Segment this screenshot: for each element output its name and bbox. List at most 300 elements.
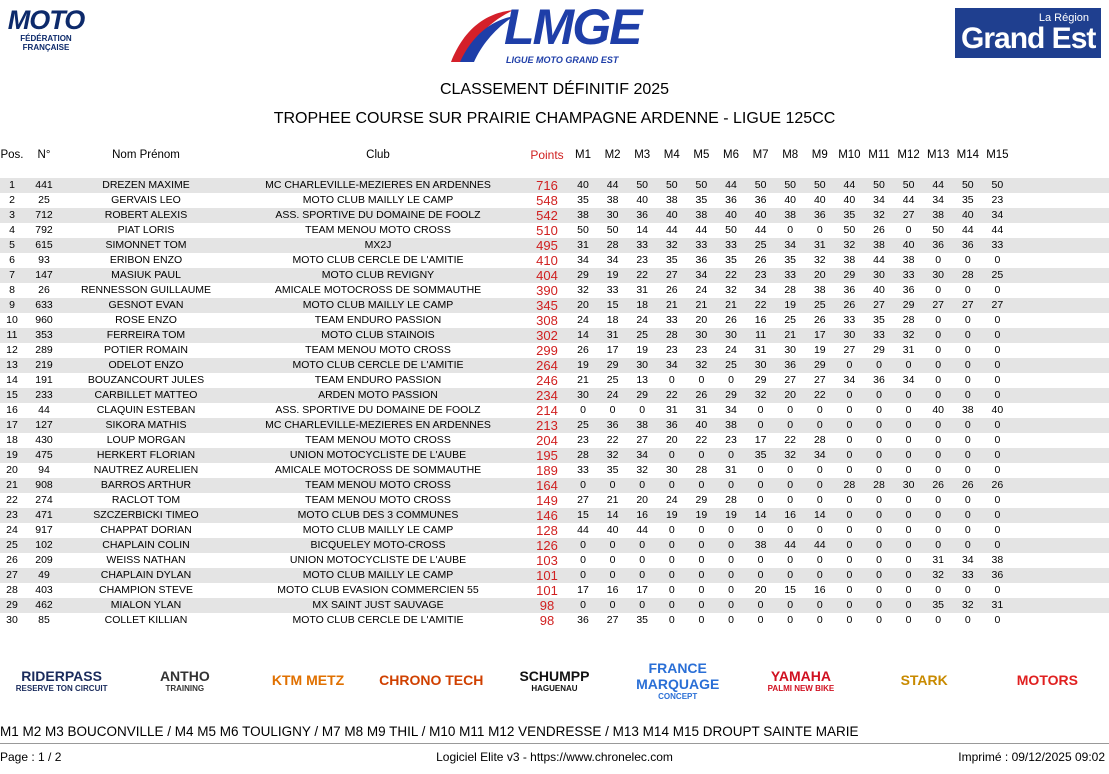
cell-pos: 16 bbox=[6, 404, 18, 416]
cell-round-11: 0 bbox=[876, 449, 882, 461]
cell-round-11: 35 bbox=[873, 314, 885, 326]
cell-round-14: 38 bbox=[961, 404, 974, 416]
cell-round-7: 11 bbox=[755, 329, 767, 341]
cell-round-9: 25 bbox=[813, 299, 826, 311]
cell-num: 233 bbox=[35, 389, 53, 401]
cell-round-7: 0 bbox=[757, 599, 764, 611]
cell-points: 101 bbox=[536, 568, 558, 583]
cell-round-3: 50 bbox=[636, 179, 649, 191]
cell-round-4: 0 bbox=[668, 539, 675, 551]
sponsor-logo bbox=[986, 640, 1109, 720]
header-round-1: M1 bbox=[575, 149, 591, 161]
cell-round-3: 38 bbox=[636, 419, 649, 431]
cell-club: AMICALE MOTOCROSS DE SOMMAUTHE bbox=[274, 284, 482, 296]
cell-round-6: 33 bbox=[725, 239, 737, 251]
cell-num: 25 bbox=[38, 194, 50, 206]
cell-round-5: 0 bbox=[698, 599, 705, 611]
cell-num: 219 bbox=[35, 359, 53, 371]
cell-round-4: 35 bbox=[665, 254, 678, 266]
cell-round-2: 0 bbox=[609, 404, 616, 416]
cell-round-6: 0 bbox=[728, 614, 734, 626]
cell-club: MOTO CLUB CERCLE DE L'AMITIE bbox=[292, 254, 464, 266]
cell-round-3: 29 bbox=[636, 389, 649, 401]
cell-round-15: 0 bbox=[994, 539, 1001, 551]
cell-round-7: 0 bbox=[757, 419, 764, 431]
cell-round-2: 31 bbox=[606, 329, 619, 341]
cell-round-3: 40 bbox=[636, 194, 649, 206]
cell-num: 209 bbox=[35, 554, 53, 566]
cell-round-5: 0 bbox=[698, 614, 705, 626]
cell-round-4: 0 bbox=[668, 524, 675, 536]
cell-round-8: 21 bbox=[784, 329, 797, 341]
cell-points: 246 bbox=[536, 373, 558, 388]
cell-round-5: 0 bbox=[698, 449, 705, 461]
cell-round-11: 33 bbox=[873, 329, 885, 341]
cell-club: MOTO CLUB MAILLY LE CAMP bbox=[302, 569, 454, 581]
cell-points: 128 bbox=[536, 523, 558, 538]
cell-round-6: 22 bbox=[725, 269, 737, 281]
cell-round-15: 0 bbox=[994, 314, 1001, 326]
cell-club: TEAM MENOU MOTO CROSS bbox=[305, 494, 451, 506]
sponsor-logo bbox=[616, 640, 739, 720]
cell-round-10: 0 bbox=[846, 569, 853, 581]
cell-round-13: 0 bbox=[935, 539, 942, 551]
cell-round-15: 0 bbox=[994, 254, 1001, 266]
cell-round-9: 0 bbox=[816, 599, 823, 611]
table-row bbox=[0, 238, 1109, 253]
cell-round-11: 28 bbox=[873, 479, 885, 491]
cell-round-12: 0 bbox=[905, 434, 912, 446]
cell-round-6: 0 bbox=[728, 524, 734, 536]
cell-pos: 23 bbox=[6, 509, 18, 521]
cell-round-4: 28 bbox=[665, 329, 678, 341]
lmge-logo-text: LMGE bbox=[504, 0, 641, 55]
cell-round-12: 31 bbox=[902, 344, 915, 356]
cell-round-9: 44 bbox=[813, 539, 826, 551]
cell-name: BOUZANCOURT JULES bbox=[87, 374, 205, 386]
header-round-7: M7 bbox=[752, 149, 769, 161]
cell-round-8: 0 bbox=[787, 569, 794, 581]
cell-club: TEAM MENOU MOTO CROSS bbox=[305, 224, 451, 236]
cell-round-2: 0 bbox=[609, 479, 616, 491]
cell-round-15: 0 bbox=[994, 344, 1001, 356]
cell-num: 127 bbox=[35, 419, 53, 431]
cell-round-11: 0 bbox=[876, 569, 882, 581]
cell-round-12: 34 bbox=[902, 374, 915, 386]
cell-round-13: 44 bbox=[932, 179, 945, 191]
cell-round-2: 35 bbox=[606, 464, 619, 476]
cell-round-10: 30 bbox=[843, 329, 856, 341]
cell-points: 404 bbox=[536, 268, 558, 283]
cell-round-10: 0 bbox=[846, 494, 853, 506]
cell-num: 191 bbox=[35, 374, 53, 386]
sponsor-name: RIDERPASS bbox=[21, 667, 102, 684]
cell-round-9: 0 bbox=[816, 494, 823, 506]
cell-round-9: 31 bbox=[813, 239, 826, 251]
cell-club: BICQUELEY MOTO-CROSS bbox=[310, 539, 446, 551]
cell-name: POTIER ROMAIN bbox=[103, 344, 188, 356]
cell-round-3: 0 bbox=[639, 554, 646, 566]
cell-round-2: 32 bbox=[606, 449, 619, 461]
cell-round-10: 0 bbox=[846, 464, 853, 476]
cell-round-1: 31 bbox=[577, 239, 589, 251]
header-round-5: M5 bbox=[693, 149, 710, 161]
cell-round-15: 27 bbox=[991, 299, 1004, 311]
cell-name: ROSE ENZO bbox=[115, 314, 177, 326]
cell-points: 495 bbox=[536, 238, 558, 253]
sponsor-name: CHRONO TECH bbox=[379, 672, 484, 688]
cell-round-6: 29 bbox=[725, 389, 737, 401]
cell-name: ERIBON ENZO bbox=[109, 254, 183, 266]
page-number: Page : 1 / 2 bbox=[0, 750, 62, 764]
table-row bbox=[0, 193, 1109, 208]
cell-round-10: 36 bbox=[843, 284, 856, 296]
cell-round-10: 0 bbox=[846, 539, 853, 551]
cell-pos: 24 bbox=[6, 524, 18, 536]
cell-pos: 26 bbox=[6, 554, 18, 566]
cell-round-9: 20 bbox=[813, 269, 826, 281]
cell-round-13: 0 bbox=[935, 614, 942, 626]
cell-round-6: 44 bbox=[725, 179, 737, 191]
cell-round-13: 0 bbox=[935, 494, 942, 506]
cell-round-12: 0 bbox=[905, 449, 912, 461]
cell-round-9: 19 bbox=[813, 344, 826, 356]
cell-pos: 13 bbox=[6, 359, 18, 371]
cell-round-8: 0 bbox=[787, 599, 794, 611]
cell-round-15: 0 bbox=[994, 464, 1001, 476]
footer-divider bbox=[0, 743, 1109, 744]
cell-round-5: 30 bbox=[695, 329, 708, 341]
cell-round-11: 34 bbox=[873, 194, 885, 206]
cell-round-5: 44 bbox=[695, 224, 708, 236]
cell-round-10: 44 bbox=[843, 179, 856, 191]
cell-round-7: 29 bbox=[754, 374, 767, 386]
cell-name: CHAMPION STEVE bbox=[99, 584, 193, 596]
header-round-3: M3 bbox=[634, 149, 651, 161]
table-row bbox=[0, 418, 1109, 433]
header-round-13: M13 bbox=[927, 149, 950, 161]
cell-round-9: 0 bbox=[816, 224, 823, 236]
cell-pos: 30 bbox=[6, 614, 18, 626]
cell-club: UNION MOTOCYCLISTE DE L'AUBE bbox=[289, 554, 467, 566]
cell-round-4: 0 bbox=[668, 599, 675, 611]
cell-round-11: 0 bbox=[876, 494, 882, 506]
cell-round-1: 28 bbox=[577, 449, 589, 461]
cell-round-1: 0 bbox=[580, 554, 586, 566]
cell-round-9: 0 bbox=[816, 569, 823, 581]
cell-pos: 15 bbox=[6, 389, 18, 401]
cell-round-5: 0 bbox=[698, 584, 705, 596]
cell-round-5: 26 bbox=[695, 389, 708, 401]
header-name: Nom Prénom bbox=[112, 149, 180, 161]
cell-num: 49 bbox=[38, 569, 50, 581]
table-row bbox=[0, 583, 1109, 598]
cell-round-6: 19 bbox=[725, 509, 737, 521]
cell-round-3: 0 bbox=[639, 539, 646, 551]
cell-round-11: 0 bbox=[876, 584, 882, 596]
cell-club: TEAM MENOU MOTO CROSS bbox=[305, 479, 451, 491]
cell-points: 345 bbox=[536, 298, 558, 313]
cell-pos: 10 bbox=[6, 314, 18, 326]
cell-round-14: 0 bbox=[964, 449, 971, 461]
cell-round-1: 38 bbox=[577, 209, 589, 221]
cell-round-6: 0 bbox=[728, 599, 734, 611]
cell-pos: 25 bbox=[6, 539, 18, 551]
cell-round-7: 40 bbox=[754, 209, 767, 221]
cell-round-4: 21 bbox=[665, 299, 678, 311]
cell-round-9: 34 bbox=[813, 449, 826, 461]
software-credit: Logiciel Elite v3 - https://www.chronelec.com bbox=[436, 750, 673, 764]
cell-round-12: 32 bbox=[902, 329, 915, 341]
cell-round-5: 0 bbox=[698, 479, 705, 491]
cell-round-8: 35 bbox=[784, 254, 797, 266]
cell-pos: 18 bbox=[6, 434, 18, 446]
table-row bbox=[0, 493, 1109, 508]
cell-round-5: 32 bbox=[695, 359, 708, 371]
cell-round-12: 0 bbox=[905, 554, 912, 566]
cell-round-10: 0 bbox=[846, 614, 853, 626]
cell-pos: 14 bbox=[6, 374, 18, 386]
cell-round-14: 0 bbox=[964, 389, 971, 401]
cell-round-4: 24 bbox=[665, 494, 678, 506]
cell-round-5: 38 bbox=[695, 209, 708, 221]
cell-round-12: 0 bbox=[905, 404, 912, 416]
cell-name: MIALON YLAN bbox=[110, 599, 182, 611]
cell-round-6: 0 bbox=[728, 539, 734, 551]
cell-round-14: 0 bbox=[964, 509, 971, 521]
cell-num: 102 bbox=[35, 539, 53, 551]
cell-pos: 6 bbox=[9, 254, 15, 266]
cell-round-7: 0 bbox=[757, 404, 764, 416]
region-logo-line1: La Région bbox=[1038, 12, 1089, 24]
sponsor-name: ANTHO bbox=[159, 667, 210, 684]
region-logo-line2: Grand Est bbox=[961, 22, 1096, 55]
cell-round-4: 0 bbox=[668, 569, 675, 581]
ffm-logo-text: MOTO bbox=[7, 5, 85, 35]
cell-round-1: 30 bbox=[577, 389, 589, 401]
cell-num: 917 bbox=[35, 524, 53, 536]
header-round-9: M9 bbox=[811, 149, 828, 161]
cell-round-1: 17 bbox=[577, 584, 589, 596]
cell-round-1: 29 bbox=[577, 269, 589, 281]
cell-club: TEAM MENOU MOTO CROSS bbox=[305, 344, 451, 356]
cell-points: 98 bbox=[539, 613, 555, 628]
cell-round-1: 0 bbox=[580, 479, 586, 491]
cell-round-9: 28 bbox=[813, 434, 826, 446]
cell-round-10: 0 bbox=[846, 389, 853, 401]
cell-round-14: 0 bbox=[964, 494, 971, 506]
cell-round-8: 44 bbox=[784, 539, 797, 551]
cell-round-15: 0 bbox=[994, 284, 1001, 296]
cell-round-6: 36 bbox=[725, 194, 737, 206]
cell-name: COLLET KILLIAN bbox=[104, 614, 188, 626]
cell-round-5: 0 bbox=[698, 374, 705, 386]
cell-name: PIAT LORIS bbox=[117, 224, 175, 236]
cell-points: 101 bbox=[536, 583, 558, 598]
cell-round-9: 0 bbox=[816, 419, 823, 431]
table-row bbox=[0, 448, 1109, 463]
cell-round-10: 28 bbox=[843, 479, 856, 491]
cell-club: TEAM ENDURO PASSION bbox=[314, 374, 442, 386]
lmge-logo-tagline: LIGUE MOTO GRAND EST bbox=[506, 55, 619, 65]
table-row bbox=[0, 523, 1109, 538]
header-round-8: M8 bbox=[782, 149, 799, 161]
cell-round-3: 0 bbox=[639, 404, 646, 416]
cell-pos: 2 bbox=[9, 194, 15, 206]
cell-round-10: 0 bbox=[846, 434, 853, 446]
cell-round-2: 36 bbox=[606, 419, 619, 431]
cell-round-2: 50 bbox=[606, 224, 619, 236]
cell-round-1: 0 bbox=[580, 539, 586, 551]
cell-round-8: 0 bbox=[787, 494, 794, 506]
cell-round-3: 17 bbox=[636, 584, 649, 596]
cell-round-13: 0 bbox=[935, 434, 942, 446]
cell-club: MOTO CLUB CERCLE DE L'AMITIE bbox=[292, 359, 464, 371]
cell-round-9: 38 bbox=[813, 284, 826, 296]
cell-round-11: 0 bbox=[876, 554, 882, 566]
cell-round-11: 26 bbox=[873, 224, 885, 236]
cell-round-11: 0 bbox=[876, 359, 882, 371]
cell-round-14: 0 bbox=[964, 614, 971, 626]
cell-round-13: 27 bbox=[932, 299, 945, 311]
cell-round-4: 50 bbox=[665, 179, 678, 191]
cell-round-15: 0 bbox=[994, 434, 1001, 446]
cell-pos: 28 bbox=[6, 584, 18, 596]
cell-round-10: 0 bbox=[846, 584, 853, 596]
cell-round-15: 44 bbox=[991, 224, 1004, 236]
cell-round-11: 0 bbox=[876, 614, 882, 626]
cell-round-3: 0 bbox=[639, 599, 646, 611]
cell-round-14: 0 bbox=[964, 434, 971, 446]
cell-round-2: 38 bbox=[606, 194, 619, 206]
header-round-10: M10 bbox=[838, 149, 861, 161]
cell-round-4: 0 bbox=[668, 449, 675, 461]
cell-round-11: 40 bbox=[873, 284, 885, 296]
cell-round-15: 34 bbox=[991, 209, 1004, 221]
cell-round-3: 34 bbox=[636, 449, 649, 461]
cell-round-15: 23 bbox=[991, 194, 1004, 206]
cell-round-13: 0 bbox=[935, 329, 942, 341]
cell-round-10: 50 bbox=[843, 224, 856, 236]
cell-round-8: 20 bbox=[784, 389, 797, 401]
cell-round-5: 29 bbox=[695, 494, 708, 506]
cell-club: MC CHARLEVILLE-MEZIERES EN ARDENNES bbox=[265, 419, 491, 431]
cell-round-6: 0 bbox=[728, 584, 734, 596]
cell-round-3: 24 bbox=[636, 314, 649, 326]
cell-round-13: 50 bbox=[932, 224, 945, 236]
cell-round-13: 0 bbox=[935, 389, 942, 401]
cell-round-2: 27 bbox=[606, 614, 619, 626]
cell-round-10: 34 bbox=[843, 374, 856, 386]
cell-name: NAUTREZ AURELIEN bbox=[93, 464, 199, 476]
cell-round-13: 0 bbox=[935, 314, 942, 326]
cell-round-6: 34 bbox=[725, 404, 737, 416]
cell-round-2: 22 bbox=[606, 434, 619, 446]
cell-round-13: 26 bbox=[932, 479, 945, 491]
cell-round-12: 0 bbox=[905, 509, 912, 521]
table-row bbox=[0, 568, 1109, 583]
cell-round-4: 38 bbox=[665, 194, 678, 206]
cell-round-3: 13 bbox=[636, 374, 649, 386]
table-row bbox=[0, 463, 1109, 478]
table-row bbox=[0, 373, 1109, 388]
cell-round-11: 38 bbox=[873, 239, 885, 251]
cell-club: MOTO CLUB DES 3 COMMUNES bbox=[297, 509, 459, 521]
cell-round-13: 30 bbox=[932, 269, 945, 281]
cell-round-6: 32 bbox=[725, 284, 737, 296]
cell-num: 289 bbox=[35, 344, 53, 356]
cell-round-4: 44 bbox=[665, 224, 678, 236]
cell-round-11: 27 bbox=[873, 299, 885, 311]
cell-round-2: 34 bbox=[606, 254, 619, 266]
cell-round-12: 36 bbox=[902, 284, 915, 296]
cell-round-7: 26 bbox=[754, 254, 767, 266]
cell-round-3: 0 bbox=[639, 569, 646, 581]
cell-round-14: 32 bbox=[961, 599, 974, 611]
cell-points: 264 bbox=[536, 358, 558, 373]
cell-round-9: 36 bbox=[813, 209, 826, 221]
table-row bbox=[0, 478, 1109, 493]
cell-round-9: 0 bbox=[816, 404, 823, 416]
cell-round-8: 33 bbox=[784, 269, 797, 281]
cell-round-8: 0 bbox=[787, 224, 794, 236]
cell-num: 44 bbox=[38, 404, 50, 416]
sponsor-subtext: TRAINING bbox=[165, 683, 205, 693]
cell-round-1: 15 bbox=[577, 509, 589, 521]
cell-round-13: 0 bbox=[935, 254, 942, 266]
table-row bbox=[0, 253, 1109, 268]
cell-round-4: 33 bbox=[665, 314, 678, 326]
cell-round-1: 35 bbox=[577, 194, 589, 206]
cell-round-1: 0 bbox=[580, 404, 586, 416]
cell-round-2: 0 bbox=[609, 599, 616, 611]
cell-round-2: 0 bbox=[609, 554, 616, 566]
table-row bbox=[0, 343, 1109, 358]
cell-round-4: 22 bbox=[665, 389, 678, 401]
cell-round-15: 25 bbox=[991, 269, 1004, 281]
cell-round-15: 0 bbox=[994, 389, 1001, 401]
cell-round-9: 50 bbox=[813, 179, 826, 191]
cell-round-2: 0 bbox=[609, 539, 616, 551]
cell-round-10: 0 bbox=[846, 359, 853, 371]
cell-round-11: 0 bbox=[876, 404, 882, 416]
cell-round-2: 24 bbox=[606, 389, 619, 401]
lmge-logo bbox=[446, 0, 662, 70]
cell-points: 510 bbox=[536, 223, 558, 238]
cell-num: 908 bbox=[35, 479, 53, 491]
cell-round-13: 38 bbox=[932, 209, 945, 221]
cell-num: 274 bbox=[35, 494, 53, 506]
sponsor-logo bbox=[0, 640, 123, 720]
cell-name: SIKORA MATHIS bbox=[105, 419, 187, 431]
cell-round-2: 15 bbox=[606, 299, 619, 311]
cell-num: 792 bbox=[35, 224, 53, 236]
cell-points: 302 bbox=[536, 328, 558, 343]
table-row bbox=[0, 268, 1109, 283]
cell-pos: 22 bbox=[6, 494, 18, 506]
cell-pos: 17 bbox=[6, 419, 18, 431]
cell-round-14: 0 bbox=[964, 254, 971, 266]
cell-round-15: 26 bbox=[991, 479, 1004, 491]
cell-round-12: 0 bbox=[905, 494, 912, 506]
cell-num: 353 bbox=[35, 329, 53, 341]
cell-round-3: 18 bbox=[636, 299, 649, 311]
cell-round-12: 30 bbox=[902, 479, 915, 491]
sponsor-name: STARK bbox=[900, 672, 948, 688]
table-row bbox=[0, 538, 1109, 553]
cell-round-12: 0 bbox=[905, 359, 912, 371]
cell-name: CHAPLAIN DYLAN bbox=[100, 569, 192, 581]
